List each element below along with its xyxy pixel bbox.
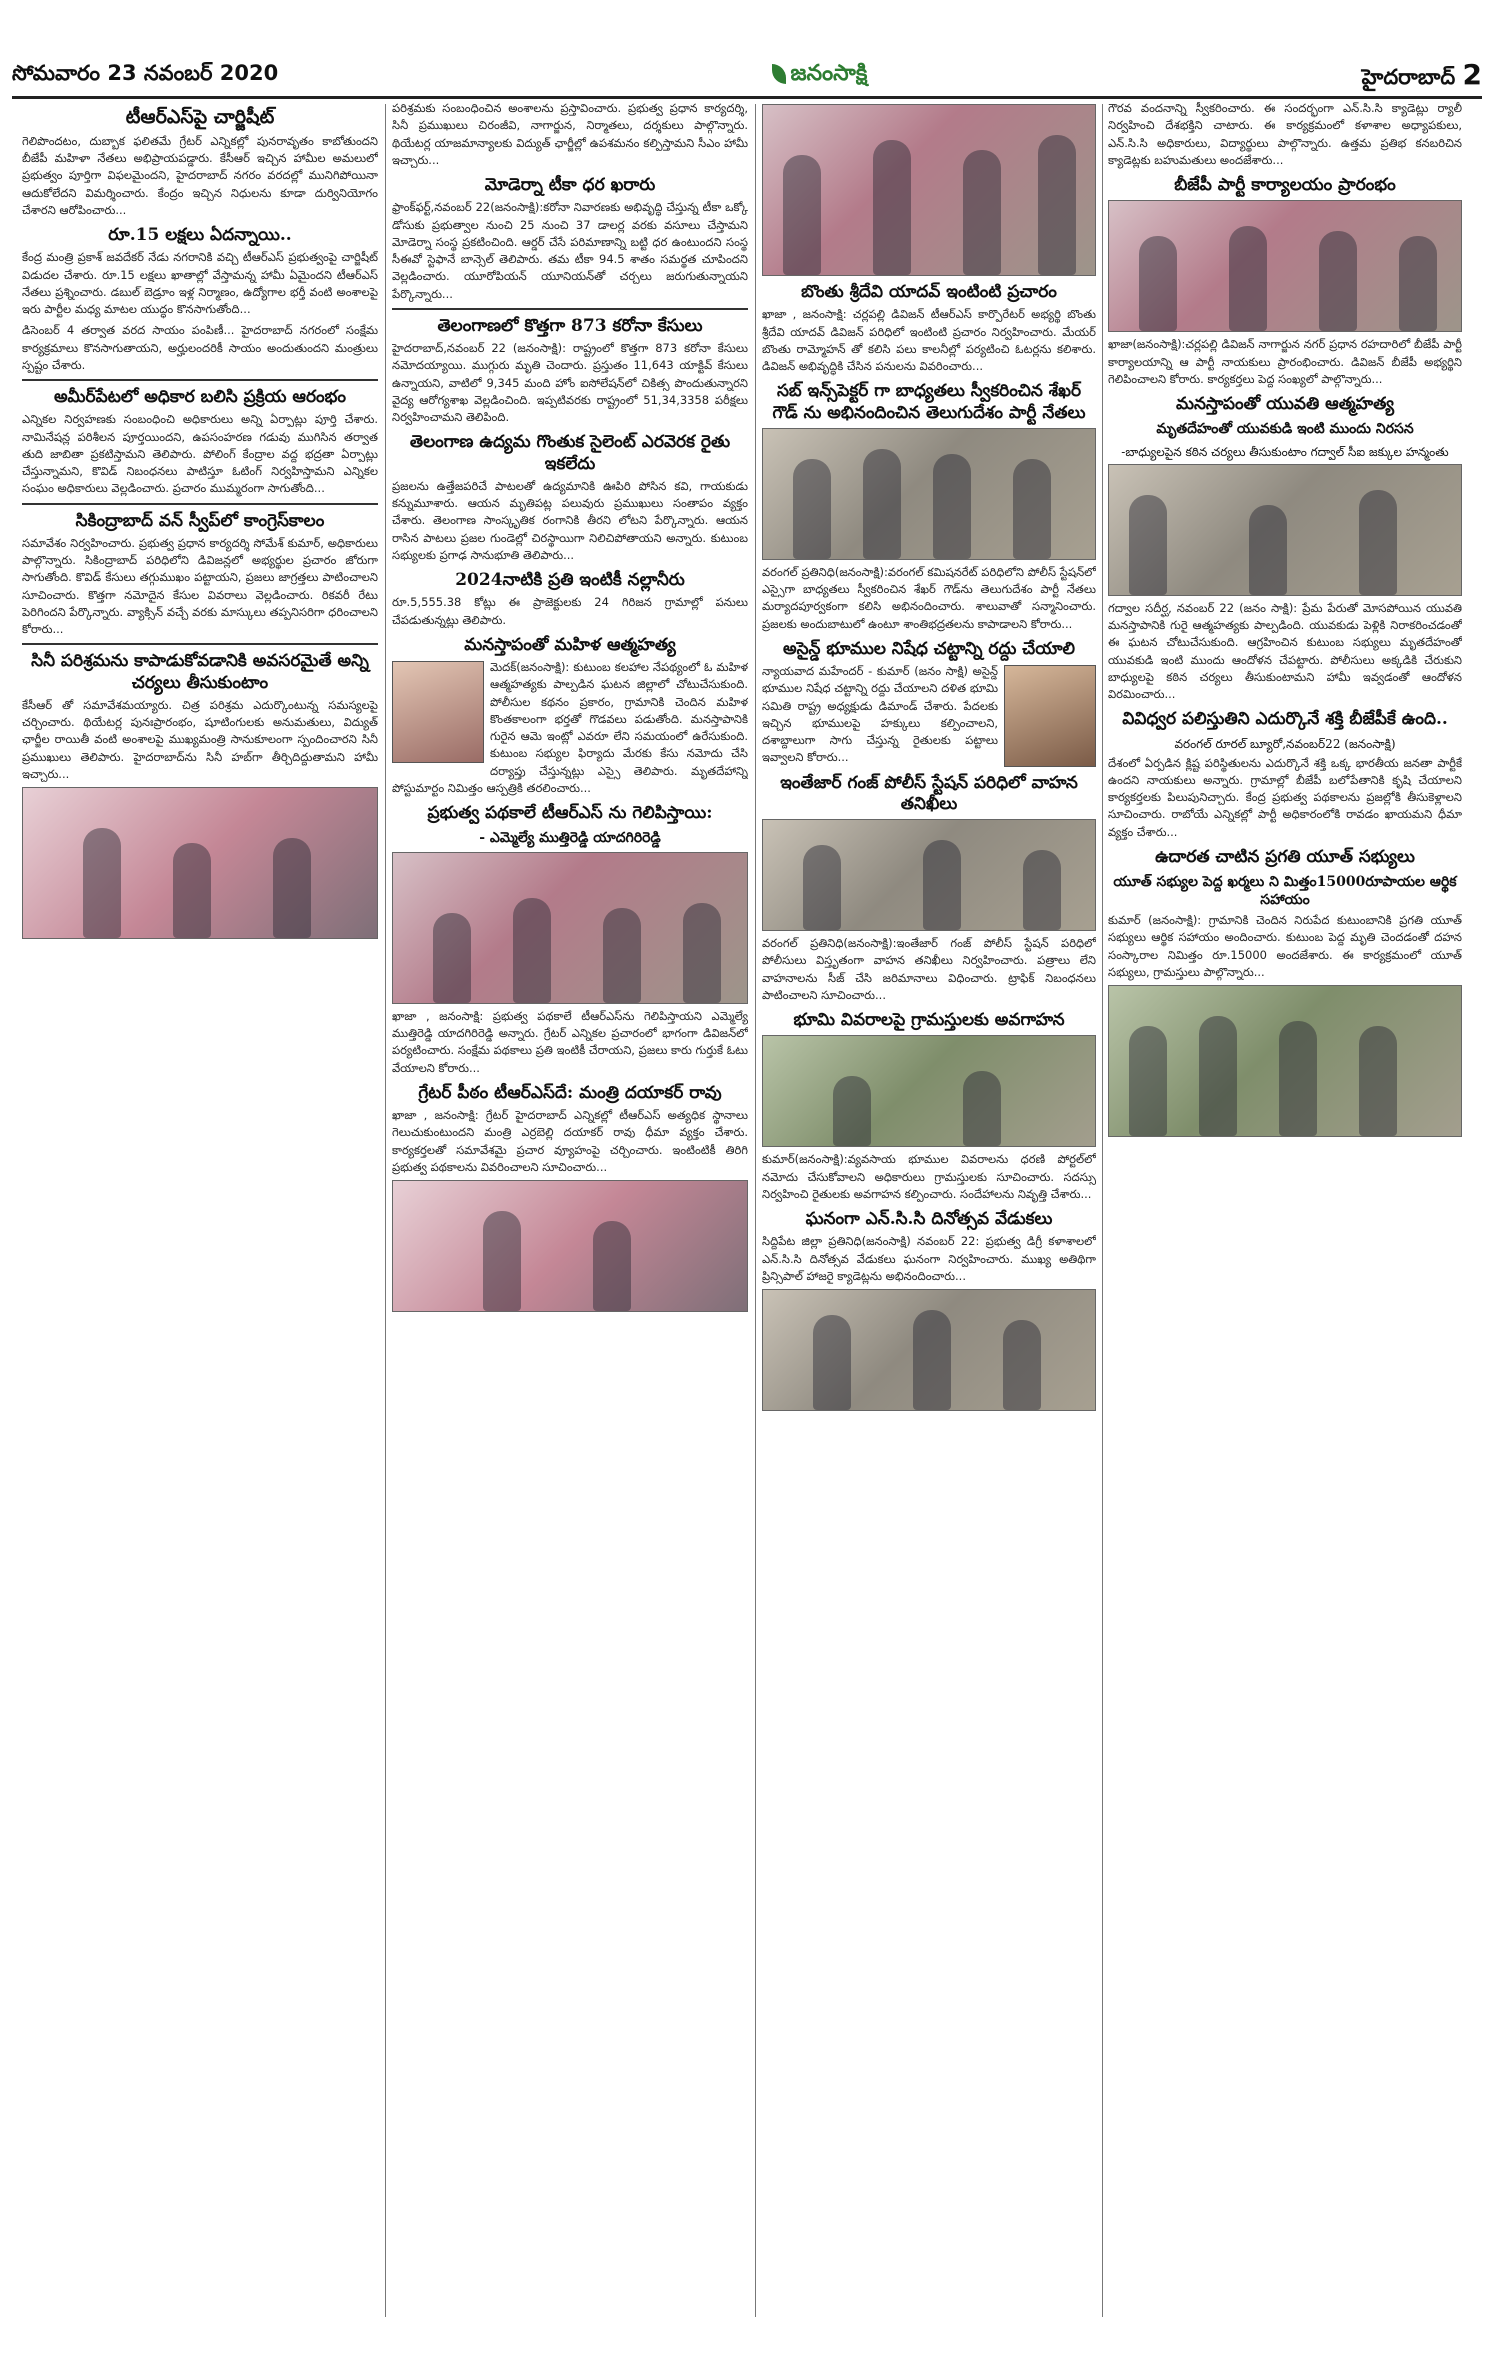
article-text: పరిశ్రమకు సంబంధించిన అంశాలను ప్రస్తావించారు. ప్రభుత్వ ప్రధాన కార్యదర్శి, సినీ ప్రముఖులు చిరంజీవి, నాగార్జున, నిర్మాతలు, దర్శకులు పాల్గొన్నారు. థియేటర్ల యాజమాన్యాలకు విద్యుత్ ఛార్జీల్లో ఉపశమనం కల్పిస్తామని సీఎం హామీ ఇచ్చారు...	[392, 101, 748, 167]
dateline: వరంగల్ రూరల్ బ్యూరో,నవంబర్22 (జనంసాక్షి)	[1174, 736, 1396, 751]
logo-text: జనంసాక్షి	[790, 61, 868, 86]
article-text: కుమార్(జనంసాక్షి):వ్యవసాయ భూముల వివరాలను ధరణి పోర్టల్‌లో నమోదు చేసుకోవాలని అధికారులు గ్రామస్తులకు సూచించారు. సదస్సు నిర్వహించి రైతులకు అవగాహన కల్పించారు. సందేహాలను నివృత్తి చేశారు...	[762, 1152, 1096, 1201]
section-rule	[22, 643, 378, 645]
headline: భూమి వివరాలపై గ్రామస్తులకు అవగాహన	[793, 1010, 1065, 1030]
edition-city	[1362, 58, 1482, 95]
headline: తెలంగాణలో కొత్తగా 873 కరోనా కేసులు	[437, 315, 703, 336]
article-text: ఖాజా , జనంసాక్షి: గ్రేటర్ హైదరాబాద్ ఎన్నికల్లో టీఆర్‌ఎస్ అత్యధిక స్థానాలు గెలుచుకుంటుందని మంత్రి ఎర్రబెల్లి దయాకర్ రావు ధీమా వ్యక్తం చేశారు. కార్యకర్తలతో సమావేశమై ప్రచార వ్యూహంపై చర్చించారు. ఇంటింటికీ తిరిగి ప్రభుత్వ పథకాలను వివరించాలని సూచించారు...	[392, 1108, 748, 1174]
headline: మనస్తాపంతో మహిళ ఆత్మహత్య	[464, 634, 676, 655]
section-rule	[22, 379, 378, 381]
news-photo	[762, 428, 1096, 560]
headline-byline: - ఎమ్మెల్యే ముత్తిరెడ్డి యాదగిరిరెడ్డి	[479, 830, 661, 847]
issue-date: సోమవారం 23 నవంబర్ 2020	[12, 61, 279, 85]
column-1	[22, 100, 378, 2327]
article-text: దేశంలో ఏర్పడిన క్లిష్ట పరిస్థితులను ఎదుర్కొనే శక్తి ఒక్క భారతీయ జనతా పార్టీకే ఉందని నాయకులు అన్నారు. గ్రామాల్లో బీజేపీ బలోపేతానికి కృషి చేయాలని కార్యకర్తలకు పిలుపునిచ్చారు. కేంద్ర ప్రభుత్వ పథకాలను ప్రజల్లోకి తీసుకెళ్లాలని సూచించారు. రాబోయే ఎన్నికల్లో పార్టీ అధికారంలోకి రావడం ఖాయమని ధీమా వ్యక్తం చేశారు...	[1108, 755, 1462, 839]
portrait-photo	[1004, 665, 1096, 767]
headline: బీజేపీ పార్టీ కార్యాలయం ప్రారంభం	[1174, 175, 1396, 195]
article-text: హైదరాబాద్,నవంబర్ 22 (జనంసాక్షి): రాష్ట్రంలో కొత్తగా 873 కరోనా కేసులు నమోదయ్యాయి. ముగ్గురు మృతి చెందారు. ప్రస్తుతం 11,643 యాక్టివ్ కేసులు ఉన్నాయని, వాటిలో 9,345 మంది హోం ఐసోలేషన్‌లో చికిత్స పొందుతున్నారని వైద్య ఆరోగ్యశాఖ వెల్లడించింది. ఇప్పటివరకు రాష్ట్రంలో 51,34,3358 పరీక్షలు నిర్వహించామని తెలిపింది.	[392, 341, 748, 424]
news-photo	[762, 1289, 1096, 1411]
headline: వివిధ్వర పలిస్తుతిని ఎదుర్కొనే శక్తి బీజేపీకే ఉంది..	[1122, 709, 1448, 730]
article-text: మెదక్‌(జనంసాక్షి): కుటుంబ కలహాల నేపథ్యంలో ఓ మహిళ ఆత్మహత్యకు పాల్పడిన ఘటన జిల్లాలో చోటుచేసుకుంది. పోలీసుల కథనం ప్రకారం, గ్రామానికి చెందిన మహిళ కొంతకాలంగా భర్తతో గొడవలు పడుతోంది. మనస్తాపానికి గురైన ఆమె ఇంట్లో ఎవరూ లేని సమయంలో ఉరేసుకుంది. కుటుంబ సభ్యుల ఫిర్యాదు మేరకు కేసు నమోదు చేసి దర్యాప్తు చేస్తున్నట్లు ఎస్సై తెలిపారు. మృతదేహాన్ని పోస్టుమార్టం నిమిత్తం ఆస్పత్రికి తరలించారు...	[392, 660, 748, 795]
article-text: కేసీఆర్ తో సమావేశమయ్యారు. చిత్ర పరిశ్రమ ఎదుర్కొంటున్న సమస్యలపై చర్చించారు. థియేటర్ల పునఃప్రారంభం, షూటింగులకు అనుమతులు, విద్యుత్ ఛార్జీల రాయితీ వంటి అంశాలపై ముఖ్యమంత్రి సానుకూలంగా స్పందించారని సినీ ప్రముఖులు తెలిపారు. హైదరాబాద్‌ను సినీ హబ్‌గా తీర్చిదిద్దుతామని హామీ ఇచ్చారు...	[22, 697, 378, 781]
masthead	[12, 56, 1482, 99]
news-photo	[1108, 464, 1462, 596]
headline: మనస్తాపంతో యువతి ఆత్మహత్య	[1175, 394, 1394, 414]
section-rule	[392, 308, 748, 310]
article-text: సమావేశం నిర్వహించారు. ప్రభుత్వ ప్రధాన కార్యదర్శి సోమేశ్ కుమార్, అధికారులు పాల్గొన్నారు. సికింద్రాబాద్ పరిధిలోని డివిజన్లలో అభ్యర్థుల ప్రచారం జోరుగా సాగుతోంది. కొవిడ్ కేసులు తగ్గుముఖం పట్టాయని, ప్రజలు జాగ్రత్తలు పాటించాలని సూచించారు. కొత్తగా నమోదైన కేసుల వివరాలు వెల్లడించారు. రికవరీ రేటు పెరిగిందని పేర్కొన్నారు. వ్యాక్సిన్ వచ్చే వరకు మాస్కులు తప్పనిసరిగా ధరించాలని కోరారు...	[22, 535, 378, 636]
headline: రూ.15 లక్షలు ఏదన్నాయి..	[108, 225, 292, 245]
portrait-photo	[392, 661, 484, 763]
headline: మోడెర్నా టీకా ధర ఖరారు	[484, 175, 656, 195]
headline: సబ్ ఇన్స్‌పెక్టర్ గా బాధ్యతలు స్వీకరించిన శేఖర్ గౌడ్ ను అభినందించిన తెలుగుదేశం పార్టీ నేతలు	[772, 381, 1086, 423]
headline: గ్రేటర్ పీఠం టీఆర్‌ఎస్‌దే: మంత్రి దయాకర్ రావు	[418, 1082, 722, 1103]
article-text: ఖాజా(జనంసాక్షి):చర్లపల్లి డివిజన్ నాగార్జున నగర్ ప్రధాన రహదారిలో బీజేపీ పార్టీ కార్యాలయాన్ని ఆ పార్టీ నాయకులు ప్రారంభించారు. డివిజన్ బీజేపీ అభ్యర్థిని గెలిపించాలని కోరారు. కార్యకర్తలు పెద్ద సంఖ్యలో పాల్గొన్నారు...	[1108, 337, 1462, 386]
article-text: ఖాజా , జనంసాక్షి: ప్రభుత్వ పథకాలే టీఆర్‌ఎస్‌ను గెలిపిస్తాయని ఎమ్మెల్యే ముత్తిరెడ్డి యాదగిరిరెడ్డి అన్నారు. గ్రేటర్ ఎన్నికల ప్రచారంలో భాగంగా డివిజన్‌లో పర్యటించారు. సంక్షేమ పథకాలు ప్రతి ఇంటికీ చేరాయని, ప్రజలు కారు గుర్తుకే ఓటు వేయాలని కోరారు...	[392, 1008, 748, 1075]
headline: ఉదారత చాటిన ప్రగతి యూత్ సభ్యులు	[1155, 846, 1415, 867]
page-number: 2	[1462, 57, 1482, 91]
newspaper-logo	[772, 61, 867, 91]
article-text: ఫ్రాంక్‌ఫర్ట్‌,నవంబర్ 22(జనంసాక్షి):కరోనా నివారణకు అభివృద్ధి చేస్తున్న టీకా ఒక్కో డోసుకు ప్రభుత్వాల నుంచి 25 నుంచి 37 డాలర్ల వరకు వసూలు చేస్తామని మోడెర్నా సంస్థ ప్రకటించింది. ఆర్డర్ చేసే పరిమాణాన్ని బట్టి ధర ఉంటుందని సంస్థ సీఈవో స్టెఫానే బాన్సెల్ తెలిపారు. తమ టీకా 94.5 శాతం సమర్థత చూపిందని వెల్లడించారు. యూరోపియన్ యూనియన్‌తో చర్చలు జరుగుతున్నాయని పేర్కొన్నారు...	[392, 200, 748, 301]
headline: అసైన్డ్ భూముల నిషేధ చట్టాన్ని రద్దు చేయాలి	[783, 638, 1075, 659]
news-photo	[762, 819, 1096, 931]
news-photo	[762, 104, 1096, 276]
column-divider	[1102, 104, 1103, 2317]
article-text: కేంద్ర మంత్రి ప్రకాశ్ జవదేకర్ నేడు నగరానికి వచ్చి టీఆర్‌ఎస్ ప్రభుత్వంపై చార్జిషీట్ విడుదల చేశారు. రూ.15 లక్షలు ఖాతాల్లో వేస్తామన్న హామీ ఏమైందని టీఆర్‌ఎస్ నేతలు ప్రశ్నించారు. డబుల్ బెడ్రూం ఇళ్ల నిర్మాణం, ఉద్యోగాల భర్తీ వంటి అంశాలపై ఇరు పార్టీల మధ్య మాటల యుద్ధం కొనసాగుతోంది...	[22, 250, 378, 316]
news-photo	[392, 1180, 748, 1312]
subheadline: -బాధ్యులపైన కఠిన చర్యలు తీసుకుంటాం గద్వాల్ సీఐ జక్కుల హన్మంతు	[1121, 444, 1449, 459]
city-name: హైదరాబాద్	[1361, 64, 1456, 89]
subheadline: యూత్ సభ్యుల పెద్ద ఖర్మలు ని మిత్తం15000రూపాయల ఆర్థిక సహాయం	[1113, 874, 1457, 908]
headline: సినీ పరిశ్రమను కాపాడుకోవడానికి అవసరమైతే అన్ని చర్యలు తీసుకుంటాం	[31, 651, 369, 693]
headline: తెలంగాణ ఉద్యమ గొంతుక సైలెంట్ ఎరవెరక రైతు ఇకలేదు	[409, 432, 731, 474]
headline: టీఆర్‌ఎస్‌పై చార్జిషీట్	[125, 106, 275, 128]
headline: సికింద్రాబాద్ వన్ స్వీప్‌లో కాంగ్రెస్‌కాలం	[75, 510, 325, 531]
news-photo	[1108, 985, 1462, 1137]
headline: అమీర్‌పేటలో అధికార బలిసి ప్రక్రియ ఆరంభం	[53, 387, 347, 407]
subheadline: మృతదేహంతో యువకుడి ఇంటి ముందు నిరసన	[1156, 421, 1414, 438]
article-text: ప్రజలను ఉత్తేజపరిచే పాటలతో ఉద్యమానికి ఊపిరి పోసిన కవి, గాయకుడు కన్నుమూశారు. ఆయన మృతిపట్ల పలువురు ప్రముఖులు సంతాపం వ్యక్తం చేశారు. తెలంగాణ సాంస్కృతిక రంగానికి తీరని లోటని పేర్కొన్నారు. ఆయన రాసిన పాటలు ప్రజల గుండెల్లో చిరస్థాయిగా నిలిచిపోతాయని అన్నారు. కుటుంబ సభ్యులకు ప్రగాఢ సానుభూతి తెలిపారు...	[392, 478, 748, 562]
article-text: వరంగల్ ప్రతినిధి(జనంసాక్షి):ఇంతేజార్ గంజ్ పోలీస్ స్టేషన్ పరిధిలో పోలీసులు విస్తృతంగా వాహన తనిఖీలు నిర్వహించారు. పత్రాలు లేని వాహనాలను సీజ్ చేసి జరిమానాలు విధించారు. ట్రాఫిక్ నిబంధనలు పాటించాలని సూచించారు...	[762, 936, 1096, 1002]
article-text: గెలిపొందటం, దుబ్బాక ఫలితమే గ్రేటర్ ఎన్నికల్లో పునరావృతం కాబోతుందని బీజేపీ మహిళా నేతలు అభిప్రాయపడ్డారు. కేసీఆర్ ఇచ్చిన హామీల అమలులో ప్రభుత్వం పూర్తిగా విఫలమైందని, హైదరాబాద్ నగరం వరదల్లో మునిగిపోయినా ఆదుకోలేదని విమర్శించారు. కేంద్రం ఇచ్చిన నిధులను కూడా దుర్వినియోగం చేశారని ఆరోపించారు...	[22, 133, 378, 217]
headline: ఇంతేజార్ గంజ్ పోలీస్ స్టేషన్ పరిధిలో వాహన తనిఖీలు	[780, 772, 1078, 814]
news-photo	[1108, 200, 1462, 332]
column-divider	[755, 104, 756, 2317]
article-text: న్యాయవాద మహేందర్ - కుమార్ (జనం సాక్షి) అసైన్డ్ భూముల నిషేధ చట్టాన్ని రద్దు చేయాలని దళిత భూమి సమితి రాష్ట్ర అధ్యక్షుడు డిమాండ్ చేశారు. పేదలకు ఇచ్చిన భూములపై హక్కులు కల్పించాలని, దశాబ్దాలుగా సాగు చేస్తున్న రైతులకు పట్టాలు ఇవ్వాలని కోరారు...	[762, 664, 998, 765]
article-text: వరంగల్ ప్రతినిధి(జనంసాక్షి):వరంగల్ కమిషనరేట్ పరిధిలోని పోలీస్ స్టేషన్‌లో ఎస్సైగా బాధ్యతలు స్వీకరించిన శేఖర్ గౌడ్‌ను తెలుగుదేశం పార్టీ నేతలు మర్యాదపూర్వకంగా కలిసి అభినందించారు. శాలువాతో సన్మానించారు. ప్రజలకు అందుబాటులో ఉంటూ శాంతిభద్రతలను కాపాడాలని కోరారు...	[762, 564, 1096, 631]
article-text: గౌరవ వందనాన్ని స్వీకరించారు. ఈ సందర్భంగా ఎన్.సి.సి క్యాడెట్లు ర్యాలీ నిర్వహించి దేశభక్తిని చాటారు. ఈ కార్యక్రమంలో కళాశాల అధ్యాపకులు, ఎన్.సి.సి అధికారులు, విద్యార్థులు పాల్గొన్నారు. ఉత్తమ ప్రతిభ కనబరిచిన క్యాడెట్లకు బహుమతులు అందజేశారు...	[1108, 101, 1462, 167]
headline: 2024నాటికి ప్రతి ఇంటికీ నల్లానీరు	[455, 570, 685, 590]
article-text: ఎన్నికల నిర్వహణకు సంబంధించి అధికారులు అన్ని ఏర్పాట్లు పూర్తి చేశారు. నామినేషన్ల పరిశీలన పూర్తయిందని, ఉపసంహరణ గడువు ముగిసిన తర్వాత తుది జాబితా ప్రకటిస్తామని తెలిపారు. పోలింగ్ కేంద్రాల వద్ద భద్రతా ఏర్పాట్లు చేస్తున్నామని, కొవిడ్ నిబంధనలు పాటిస్తూ ఓటింగ్ నిర్వహిస్తామని ఎన్నికల సంఘం అధికారులు వెల్లడించారు. ప్రచారం ముమ్మరంగా సాగుతోంది...	[22, 412, 378, 496]
column-divider	[385, 104, 386, 2317]
article-text: కుమార్ (జనంసాక్షి): గ్రామానికి చెందిన నిరుపేద కుటుంబానికి ప్రగతి యూత్ సభ్యులు ఆర్థిక సహాయం అందించారు. కుటుంబ పెద్ద మృతి చెందడంతో దహన సంస్కారాల నిమిత్తం రూ.15000 అందజేశారు. ఈ కార్యక్రమంలో యూత్ సభ్యులు, గ్రామస్తులు పాల్గొన్నారు...	[1108, 913, 1462, 979]
article-text: గద్వాల సదీర్ఘ, నవంబర్ 22 (జనం సాక్షి): ప్రేమ పేరుతో మోసపోయిన యువతి మనస్తాపానికి గురై ఆత్మహత్యకు పాల్పడింది. యువకుడు పెళ్లికి నిరాకరించడంతో ఈ ఘటన చోటుచేసుకుంది. ఆగ్రహించిన కుటుంబ సభ్యులు మృతదేహంతో యువకుడి ఇంటి ముందు ఆందోళన చేపట్టారు. పోలీసులు అక్కడికి చేరుకుని బాధ్యులపై కఠిన చర్యలు తీసుకుంటామని హామీ ఇవ్వడంతో ఆందోళన విరమించారు...	[1108, 600, 1462, 701]
headline: ప్రభుత్వ పథకాలే టీఆర్‌ఎస్‌ ను గెలిపిస్తాయి:	[427, 803, 713, 823]
column-4	[1108, 100, 1462, 2327]
headline: బొంతు శ్రీదేవి యాదవ్ ఇంటింటి ప్రచారం	[801, 282, 1057, 302]
column-3	[762, 100, 1096, 2327]
leaf-icon	[772, 64, 786, 84]
news-photo	[762, 1035, 1096, 1147]
headline: ఘనంగా ఎన్.సి.సి దినోత్సవ వేడుకలు	[805, 1209, 1053, 1229]
news-photo	[392, 852, 748, 1004]
article-text: డిసెంబర్ 4 తర్వాత వరద సాయం పంపిణీ... హైదరాబాద్ నగరంలో సంక్షేమ కార్యక్రమాలు కొనసాగుతాయని, అర్హులందరికీ సాయం అందుతుందని మంత్రులు స్పష్టం చేశారు.	[22, 323, 378, 372]
column-2	[392, 100, 748, 2327]
section-rule	[22, 503, 378, 505]
article-text: రూ.5,555.38 కోట్లు ఈ ప్రాజెక్టులకు 24 గిరిజన గ్రామాల్లో పనులు చేపడుతున్నట్లు తెలిపారు.	[392, 595, 748, 627]
article-text: ఖాజా , జనంసాక్షి: చర్లపల్లి డివిజన్ టీఆర్‌ఎస్ కార్పొరేటర్ అభ్యర్థి బొంతు శ్రీదేవి యాదవ్ డివిజన్ పరిధిలో ఇంటింటి ప్రచారం నిర్వహించారు. మేయర్ బొంతు రామ్మోహన్ తో కలిసి పలు కాలనీల్లో పర్యటించి ఓటర్లను కలిశారు. డివిజన్ అభివృద్ధికి చేసిన పనులను వివరించారు...	[762, 307, 1096, 373]
article-text: సిద్దిపేట జిల్లా ప్రతినిధి(జనంసాక్షి) నవంబర్ 22: ప్రభుత్వ డిగ్రీ కళాశాలలో ఎన్.సి.సి దినోత్సవ వేడుకలు ఘనంగా నిర్వహించారు. ముఖ్య అతిథిగా ప్రిన్సిపాల్ హాజరై క్యాడెట్లను అభినందించారు...	[762, 1234, 1096, 1283]
news-photo	[22, 787, 378, 939]
